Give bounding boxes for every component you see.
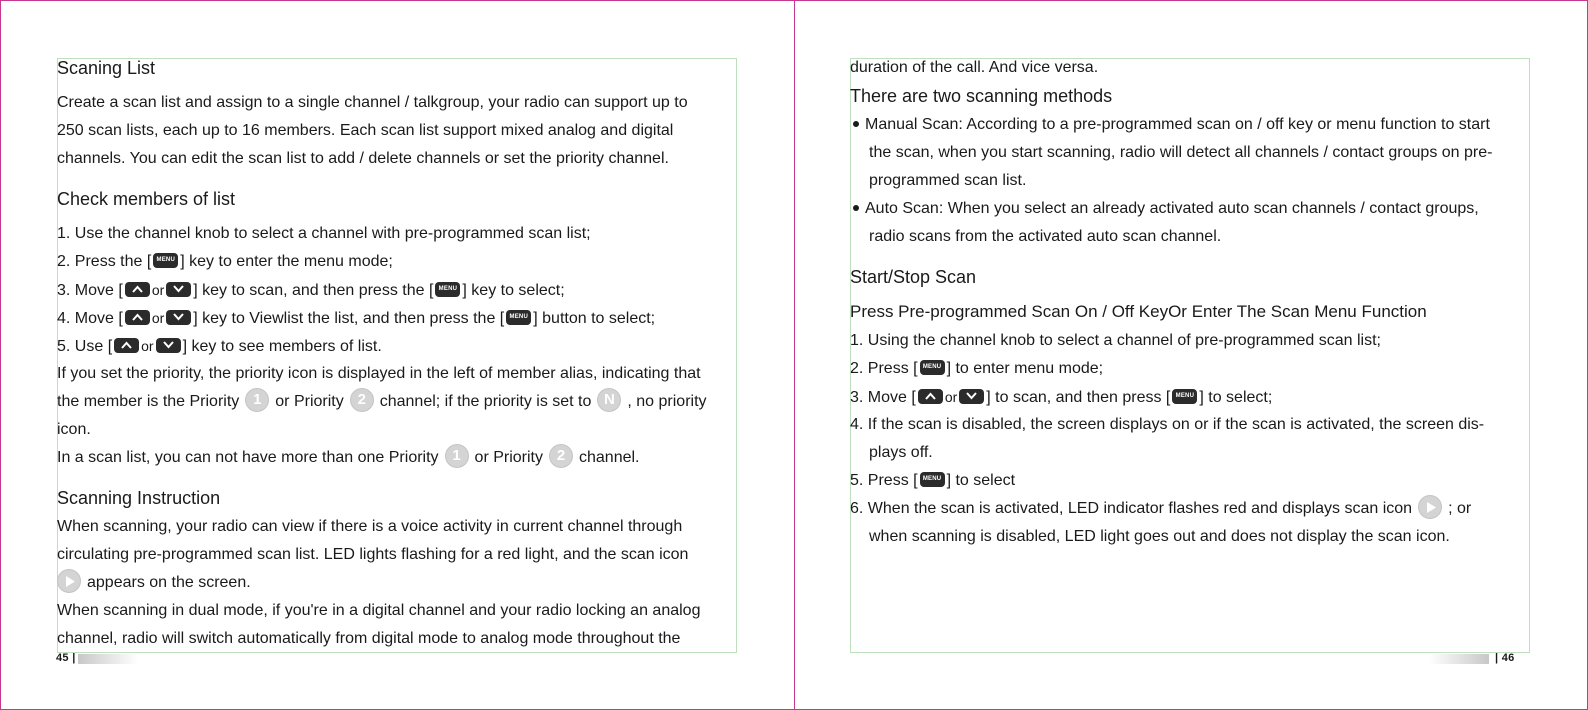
scan-step-5: 5. Press [ MENU ] to select: [850, 472, 1016, 489]
down-key-icon: [166, 310, 191, 325]
priority-text-a: the member is the Priority: [57, 393, 240, 410]
menu-key-icon: MENU: [920, 360, 945, 375]
step2-text-a: 2. Press the [: [57, 253, 152, 270]
or-word: or: [151, 282, 165, 298]
check-step-4: [57, 304, 747, 332]
intro-line-2: 250 scan lists, each up to 16 members. Each scan list support mixed analog and digital: [57, 122, 674, 139]
step5-text-b: ] key to see members of list.: [182, 338, 382, 355]
bullet-icon: [853, 205, 859, 211]
bullet-icon: [853, 121, 859, 127]
scan-step-1: 1. Using the channel knob to select a channel of pre-programmed scan list;: [850, 332, 1381, 349]
page-number-right: | 46: [1495, 652, 1515, 664]
right-page-content: [850, 54, 1532, 551]
priority-line-1: If you set the priority, the priority icon is displayed in the left of member alias, indicating that: [57, 365, 701, 382]
or-word: or: [151, 310, 165, 326]
priority-2-icon: 2: [350, 388, 374, 412]
intro-line-1: Create a scan list and assign to a single channel / talkgroup, your radio can support up to: [57, 94, 688, 111]
scan-step-4-line-2: plays off.: [869, 444, 933, 461]
footer-gradient-bar: [1429, 654, 1489, 664]
up-key-icon: [114, 338, 139, 353]
check-step-1: 1. Use the channel knob to select a channel with pre-programmed scan list;: [57, 225, 591, 242]
step2-text-b: ] key to enter the menu mode;: [180, 253, 393, 270]
methods-heading: There are two scanning methods: [850, 86, 1113, 106]
priority-text-d: , no priority: [627, 393, 707, 410]
priority-1-icon: 1: [445, 444, 469, 468]
menu-key-icon: MENU: [1172, 389, 1197, 404]
page-number-left: 45 |: [56, 652, 76, 664]
instruction-line-4: When scanning in dual mode, if you're in a digital channel and your radio locking an analog: [57, 602, 701, 619]
step3-text-a: 3. Move [: [57, 282, 123, 299]
manual-scan-line-2: the scan, when you start scanning, radio will detect all channels / contact groups on pre-: [869, 144, 1493, 161]
up-key-icon: [125, 310, 150, 325]
menu-key-icon: MENU: [153, 253, 178, 268]
or-word: or: [944, 389, 958, 405]
auto-scan-line-2: radio scans from the activated auto scan channel.: [869, 228, 1222, 245]
check-step-2: [57, 248, 747, 276]
check-step-3: [57, 276, 747, 304]
heading-scaning-list: Scaning List: [57, 58, 156, 78]
instruction-text-3: appears on the screen.: [87, 574, 251, 591]
auto-scan-line-1: Auto Scan: When you select an already activated auto scan channels / contact groups,: [850, 195, 1532, 223]
instruction-line-5: channel, radio will switch automatically from digital mode to analog mode throughout the: [57, 630, 681, 647]
right-page: [794, 0, 1588, 710]
step3-text-c: ] key to select;: [462, 282, 565, 299]
scan-step-6-line-2: when scanning is disabled, LED light goes out and does not display the scan icon.: [869, 528, 1450, 545]
menu-key-icon: MENU: [920, 472, 945, 487]
scan-play-icon: [1418, 495, 1442, 519]
left-page-content: [57, 54, 747, 653]
scan-step-3: 3. Move [ or ] to scan, and then press [ MENU ] to select;: [850, 389, 1273, 406]
priority-1-icon: 1: [245, 388, 269, 412]
scan-play-icon: [57, 569, 81, 593]
priority-line-3: icon.: [57, 421, 91, 438]
instruction-line-1: When scanning, your radio can view if there is a voice activity in current channel through: [57, 518, 683, 535]
up-key-icon: [918, 389, 943, 404]
priority4-text-a: In a scan list, you can not have more than one Priority: [57, 449, 439, 466]
priority-line-2: [57, 388, 747, 416]
manual-scan-line-3: programmed scan list.: [869, 172, 1027, 189]
scan-step-6-line-1: 6. When the scan is activated, LED indicator flashes red and displays scan icon ; or: [850, 495, 1532, 523]
priority-text-b: or Priority: [275, 393, 344, 410]
check-step-5: [57, 332, 747, 360]
priority-text-c: channel; if the priority is set to: [379, 393, 592, 410]
priority-line-4: [57, 444, 747, 472]
manual-scan-line-1: Manual Scan: According to a pre-programmed scan on / off key or menu function to start: [850, 111, 1532, 139]
step4-text-c: ] button to select;: [533, 310, 656, 327]
step4-text-a: 4. Move [: [57, 310, 123, 327]
heading-check-members: Check members of list: [57, 189, 236, 209]
scan-step-4-line-1: 4. If the scan is disabled, the screen displays on or if the scan is activated, the screen dis-: [850, 416, 1485, 433]
menu-key-icon: MENU: [435, 282, 460, 297]
or-word: or: [141, 338, 154, 354]
down-key-icon: [166, 282, 191, 297]
subheading-scan-key: Press Pre-programmed Scan On / Off KeyOr Enter The Scan Menu Function: [850, 302, 1427, 321]
menu-key-icon: MENU: [506, 310, 531, 325]
instruction-line-2: circulating pre-programmed scan list. LED lights flashing for a red light, and the scan icon: [57, 546, 689, 563]
priority-n-icon: N: [597, 388, 621, 412]
intro-line-3: channels. You can edit the scan list to add / delete channels or set the priority channel.: [57, 150, 669, 167]
instruction-line-3: [57, 569, 747, 597]
continued-line: duration of the call. And vice versa.: [850, 59, 1099, 76]
step4-text-b: ] key to Viewlist the list, and then press the [: [193, 310, 505, 327]
down-key-icon: [156, 338, 181, 353]
heading-scanning-instruction: Scanning Instruction: [57, 488, 221, 508]
priority-2-icon: 2: [549, 444, 573, 468]
step5-text-a: 5. Use [: [57, 338, 113, 355]
up-key-icon: [125, 282, 150, 297]
step3-text-b: ] key to scan, and then press the [: [193, 282, 434, 299]
priority4-text-c: channel.: [579, 449, 640, 466]
scan-step-2: 2. Press [ MENU ] to enter menu mode;: [850, 360, 1104, 377]
priority4-text-b: or Priority: [474, 449, 543, 466]
down-key-icon: [959, 389, 984, 404]
footer-gradient-bar: [78, 654, 138, 664]
heading-start-stop-scan: Start/Stop Scan: [850, 267, 977, 287]
